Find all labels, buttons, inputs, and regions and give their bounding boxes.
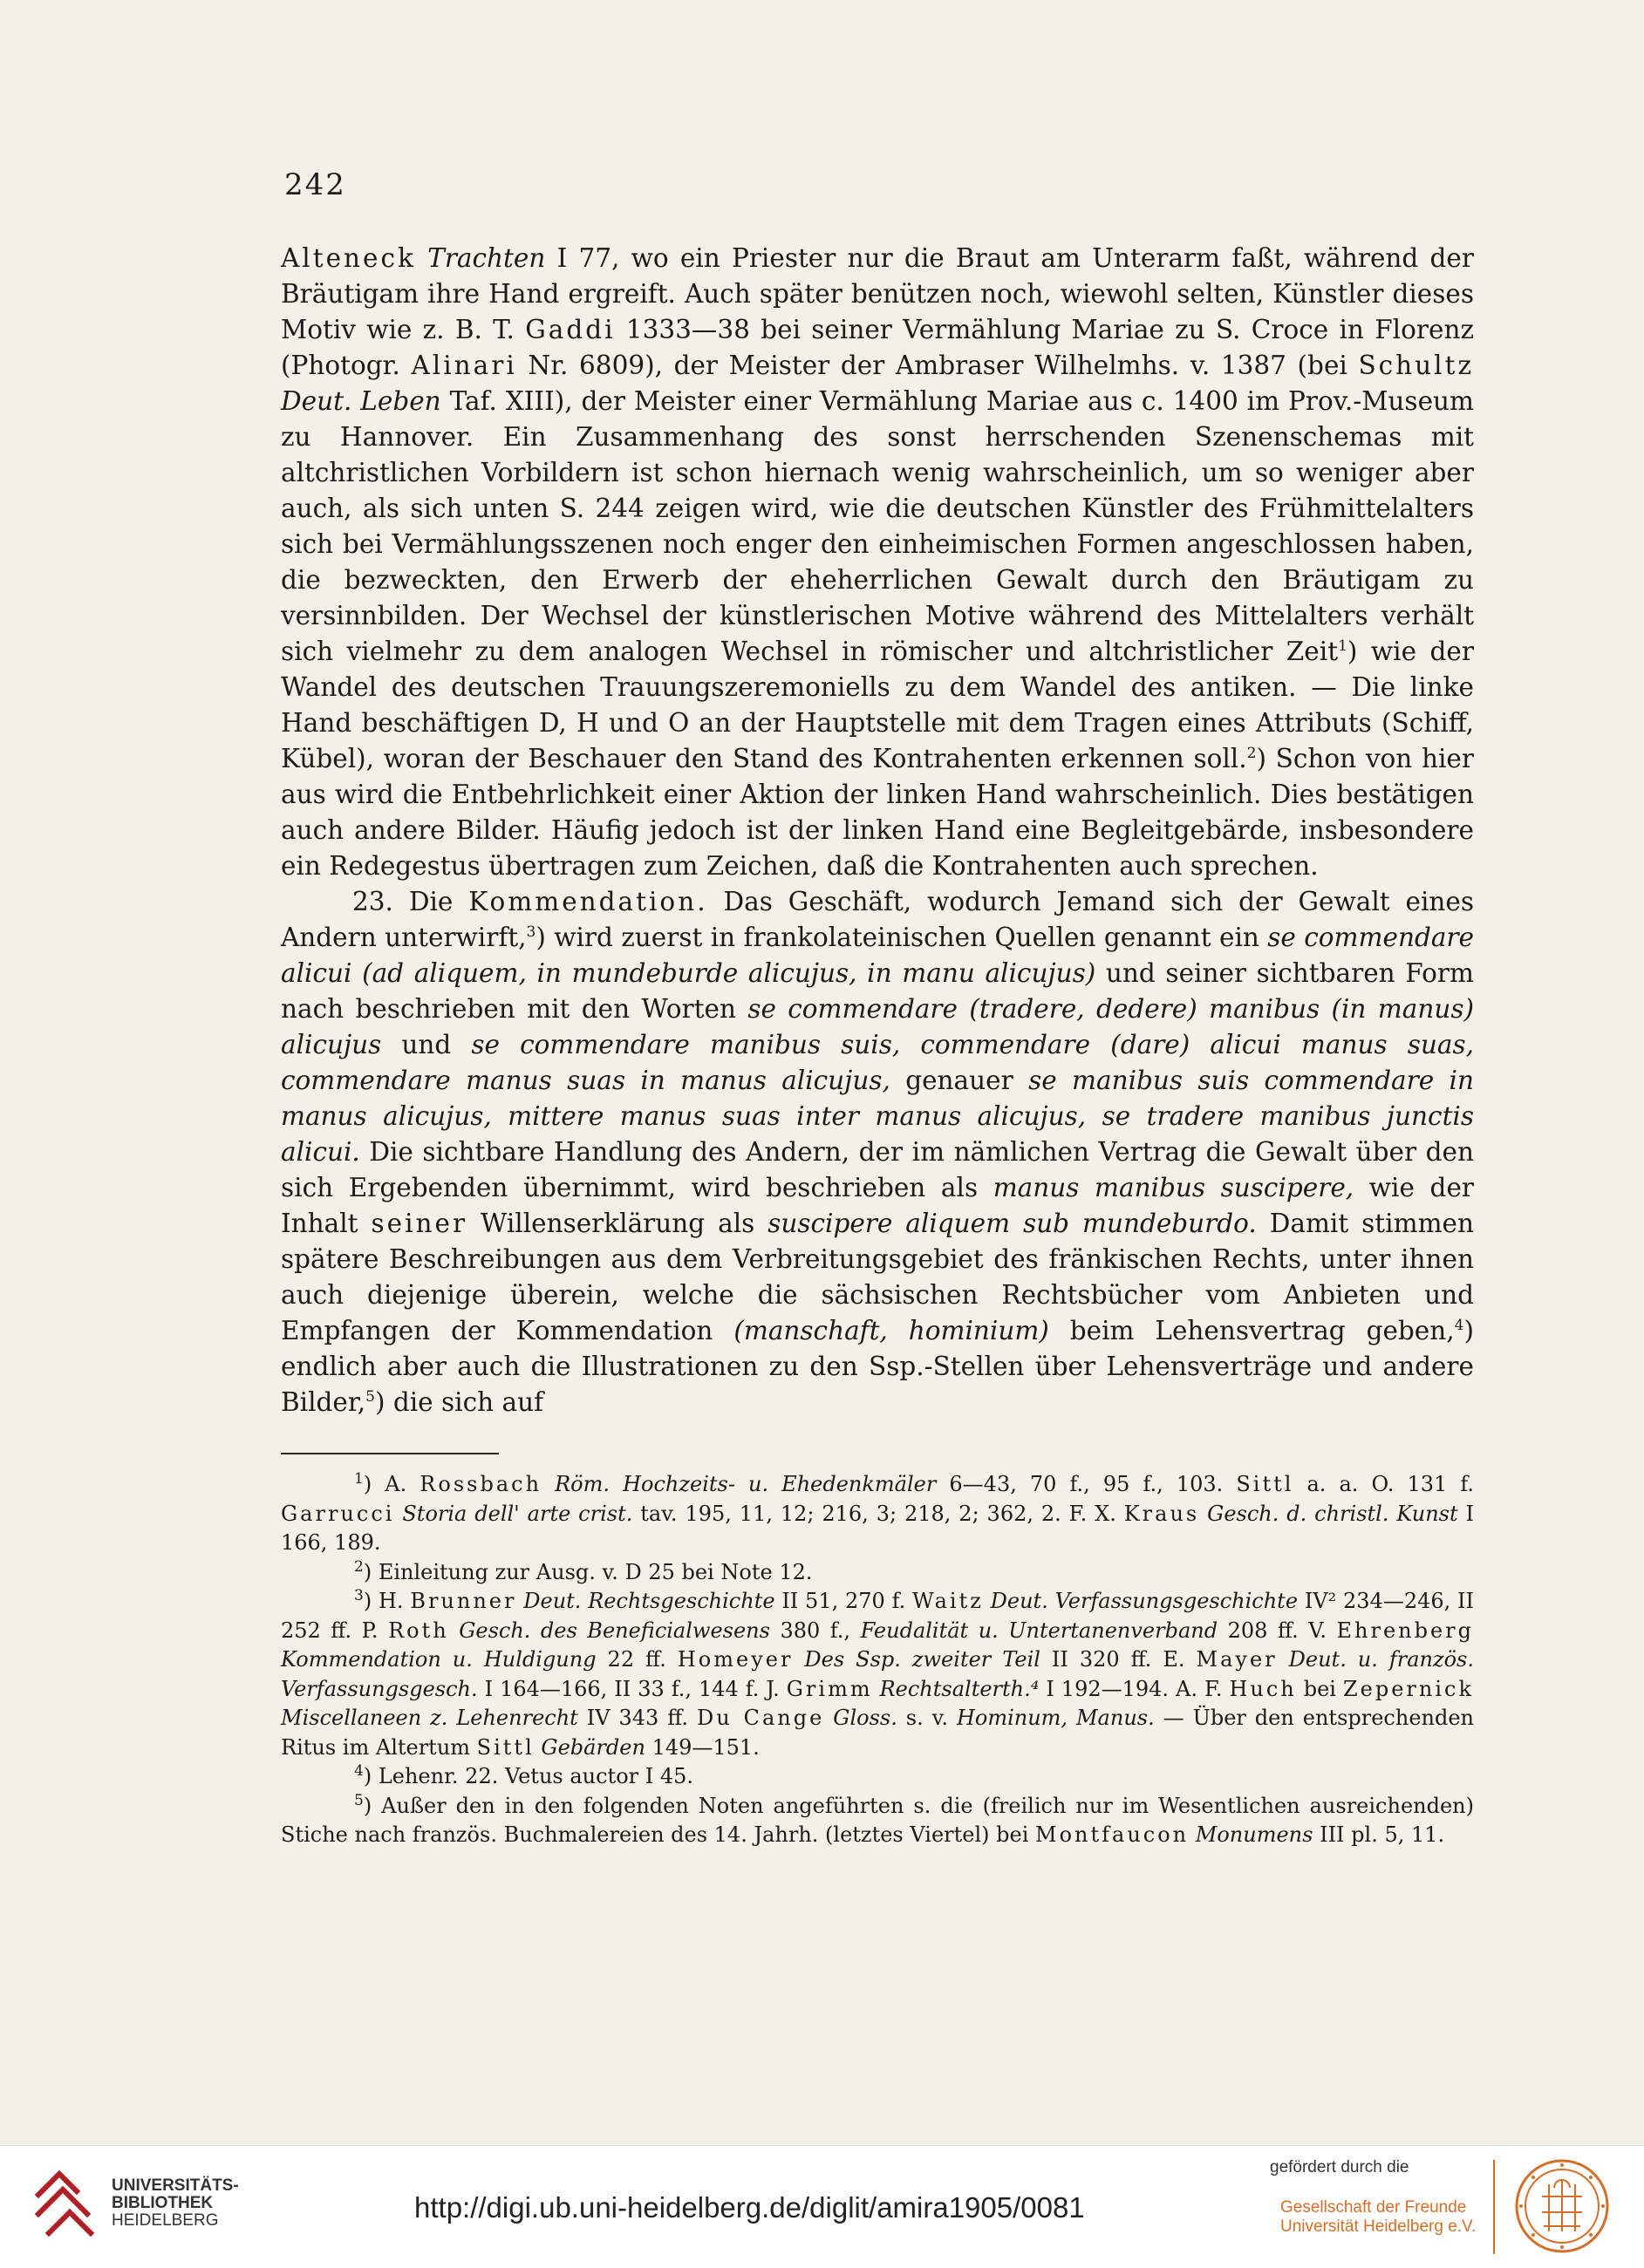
italic-run: manus manibus suscipere, — [993, 1173, 1354, 1202]
italic-run: Gesch. d. christl. Kunst — [1207, 1501, 1458, 1526]
spaced-name: seiner — [371, 1209, 468, 1238]
footnote-ref: 3 — [354, 1587, 364, 1604]
text-run — [984, 1589, 991, 1613]
text-run: ) Lehenr. 22. Vetus auctor I 45. — [363, 1764, 694, 1788]
footnote-ref: 4 — [354, 1762, 364, 1780]
italic-run: (manschaft, hominium) — [733, 1316, 1049, 1345]
footnote-ref: 5 — [365, 1388, 375, 1406]
italic-run: Gebärden — [541, 1734, 645, 1760]
italic-run: Trachten — [427, 243, 546, 273]
text-run — [416, 243, 427, 273]
text-run: 208 ff. V. — [1218, 1618, 1337, 1643]
italic-run: se manibus suis commendare in manus alicujus, mittere manus suas inter manus alicujus, se tradere manibus junctis alicui. — [281, 1066, 1474, 1167]
text-run: ) endlich aber auch die Illustrationen zu den Ssp.-Stellen über Lehensverträge und andere Bilder, — [281, 1316, 1474, 1417]
spaced-name: Zepernick — [1342, 1676, 1474, 1701]
footnotes — [281, 1470, 1474, 1850]
main-text — [281, 241, 1474, 1420]
text-run: tav. 195, 11, 12; 216, 3; 218, 2; 362, 2. F. X. — [632, 1501, 1124, 1526]
text-run: II 320 ff. E. — [1040, 1647, 1197, 1672]
text-run — [449, 1618, 460, 1643]
library-name-line1: UNIVERSITÄTS- — [112, 2176, 239, 2195]
italic-run: Deut. Verfassungsgeschichte — [990, 1589, 1299, 1613]
italic-run: Kommendation u. Huldigung — [281, 1647, 597, 1672]
sponsor-line2: Universität Heidelberg e.V. — [1280, 2217, 1477, 2236]
spaced-name: Alteneck — [281, 243, 416, 273]
footnote-4 — [281, 1762, 1474, 1792]
italic-run: Deut. Leben — [281, 386, 441, 416]
footnote-separator — [281, 1453, 499, 1454]
spaced-name: Schultz — [1358, 351, 1474, 380]
permalink-url[interactable]: http://digi.ub.uni-heidelberg.de/diglit/amira1905/0081 — [414, 2191, 1085, 2224]
italic-run: Deut. u. französ. Verfassungsgesch. — [281, 1647, 1475, 1701]
text-run: 6—43, 70 f., 95 f., 103. — [936, 1472, 1237, 1496]
footnote-ref: 1 — [354, 1470, 364, 1488]
text-run: I 164—166, II 33 f., 144 f. J. — [477, 1676, 787, 1701]
footnote-3 — [281, 1587, 1474, 1762]
text-run: 23. Die — [352, 887, 469, 916]
text-run: 380 f., — [769, 1618, 861, 1643]
spaced-name: Montfaucon — [1035, 1822, 1190, 1847]
spaced-name: Kommendation. — [468, 887, 708, 916]
sponsor-divider — [1493, 2160, 1495, 2254]
text-run: I 77, wo ein Priester nur die Braut am Unterarm faßt, während der Bräutigam ihre Hand ergreift. Auch später benützen noch, wiewohl selten, Künstler dieses Motiv wie z. B. T. — [281, 243, 1474, 344]
spaced-name: Rossbach — [420, 1472, 542, 1496]
spaced-name: Homeyer — [677, 1647, 794, 1672]
text-run: IV 343 ff. — [577, 1706, 697, 1730]
spaced-name: Mayer — [1196, 1647, 1278, 1672]
sponsor-name[interactable] — [1280, 2198, 1476, 2237]
footnote-ref: 1 — [1338, 637, 1347, 656]
text-run: ) die sich auf — [374, 1387, 543, 1417]
italic-run: Rechtsalterth.⁴ — [879, 1676, 1040, 1701]
sponsor-line1: Gesellschaft der Freunde — [1280, 2198, 1467, 2217]
spaced-name: Kraus — [1123, 1501, 1200, 1526]
text-run: Damit stimmen spätere Beschreibungen aus dem Verbreitungsgebiet des fränkischen Rechts, unter ihnen auch diejenige überein, welche die sächsischen Rechtsbücher vom Anbieten und Empfangen der Kommendation — [281, 1209, 1474, 1345]
paragraph-kommendation — [281, 884, 1474, 1420]
text-run: 1333—38 bei seiner Vermählung Mariae zu S. Croce in Florenz (Photogr. — [281, 315, 1474, 380]
page-number: 242 — [284, 167, 346, 202]
text-run — [1189, 1822, 1196, 1847]
text-run — [1199, 1502, 1207, 1526]
text-run: ) Außer den in den folgenden Noten angeführten s. die (freilich nur im Wesentlichen ausreichenden) Stiche nach französ. Buchmalereien des 14. Jahrh. (letztes Viertel) bei — [281, 1793, 1474, 1847]
footnote-5 — [281, 1792, 1474, 1850]
text-run: IV² 234—246, II 252 ff. P. — [281, 1589, 1475, 1643]
digitization-footer — [0, 2145, 1644, 2268]
footnote-2 — [281, 1558, 1474, 1588]
text-run: II 51, 270 f. — [774, 1589, 913, 1613]
text-run — [1278, 1647, 1289, 1672]
text-run: Das Geschäft, wodurch Jemand sich der Gewalt eines Andern unterwirft, — [281, 887, 1474, 952]
text-run: ) wird zuerst in frankolateinischen Quellen genannt ein — [535, 923, 1268, 952]
funded-by-label: gefördert durch die — [1270, 2158, 1409, 2176]
italic-run: se commendare manibus suis, commendare (dare) alicui manus suas, commendare manus suas in manus alicujus, — [281, 1030, 1475, 1095]
paragraph-motif-history — [281, 241, 1474, 884]
spaced-name: Sittl — [1236, 1472, 1294, 1496]
italic-run: Gloss. — [833, 1706, 897, 1730]
text-run: ) A. — [363, 1472, 420, 1496]
text-run — [542, 1472, 555, 1496]
text-run: ) wie der Wandel des deutschen Trauungszeremoniells zu dem Wandel des antiken. — Die linke Hand beschäftigen D, H und O an der Hauptstelle mit dem Tragen eines Attributs (Schiff, Kübel), woran der Beschauer den Stand des Kontrahenten erkennen soll. — [281, 637, 1474, 773]
library-name[interactable] — [112, 2177, 239, 2230]
italic-run: Röm. Hochzeits- u. Ehedenkmäler — [555, 1472, 937, 1496]
footnote-1 — [281, 1470, 1474, 1558]
italic-run: Monumens — [1195, 1822, 1313, 1847]
text-run — [824, 1706, 833, 1730]
italic-run: Des Ssp. zweiter Teil — [804, 1647, 1040, 1672]
text-run: ) H. — [363, 1589, 411, 1613]
italic-run: Deut. Rechtsgeschichte — [523, 1589, 775, 1613]
library-name-line3: HEIDELBERG — [112, 2211, 219, 2230]
library-name-line2: BIBLIOTHEK — [112, 2194, 214, 2212]
italic-run: Hominum, Manus. — [956, 1706, 1155, 1730]
text-run: Nr. 6809), der Meister der Ambraser Wilhelmhs. v. 1387 (bei — [516, 351, 1359, 380]
text-run: — Über den entsprechenden Ritus im Altertum — [281, 1706, 1475, 1760]
italic-run: Feudalität u. Untertanenverband — [860, 1618, 1218, 1643]
text-run: s. v. — [897, 1706, 957, 1730]
spaced-name: Du Cange — [697, 1706, 825, 1730]
text-run: Willenserklärung als — [467, 1209, 768, 1238]
text-run: genauer — [890, 1066, 1029, 1095]
italic-run: Miscellaneen z. Lehenrecht — [281, 1706, 578, 1730]
text-run: bei — [1296, 1676, 1343, 1701]
spaced-name: Roth — [388, 1618, 449, 1643]
spaced-name: Ehrenberg — [1336, 1618, 1475, 1643]
spaced-name: Gaddi — [525, 315, 616, 344]
text-run: Taf. XIII), der Meister einer Vermählung Mariae aus c. 1400 im Prov.-Museum zu Hannover. Ein Zusammenhang des sonst herrschenden Szenenschemas mit altchristlichen Vorbildern ist schon hiernach wenig wahrscheinlich, um so weniger aber auch, als sich unten S. 244 zeigen wird, wie die deutschen Künstler des Frühmittelalters sich bei Vermählungsszenen noch enger den einheimischen Formen angeschlossen haben, die bezweckten, den Erwerb der eheherrlichen Gewalt durch den Bräutigam zu versinnbilden. Der Wechsel der künstlerischen Motive während des Mittelalters verhält sich vielmehr zu dem analogen Wechsel in römischer und altchristlicher Zeit — [281, 386, 1475, 666]
footnote-ref: 4 — [1454, 1317, 1464, 1335]
text-run: 22 ff. — [596, 1647, 678, 1672]
footnote-ref: 5 — [354, 1791, 364, 1809]
text-run: ) Einleitung zur Ausg. v. D 25 bei Note 12. — [363, 1559, 813, 1584]
text-run: III pl. 5, 11. — [1313, 1822, 1445, 1847]
text-run: und — [381, 1030, 472, 1059]
text-run: I 192—194. A. F. — [1039, 1676, 1230, 1701]
italic-run: Gesch. des Beneficialwesens — [459, 1618, 770, 1643]
text-run — [873, 1677, 880, 1701]
university-seal-icon[interactable] — [1514, 2158, 1610, 2254]
italic-run: se commendare (tradere, dedere) manibus (in manus) alicujus — [281, 994, 1474, 1059]
spaced-name: Brunner — [410, 1589, 517, 1613]
text-run: und seiner sichtbaren Form nach beschrieben mit den Worten — [281, 958, 1475, 1024]
italic-run: Storia dell' arte crist. — [402, 1501, 633, 1526]
text-run: a. a. O. 131 f. — [1293, 1472, 1474, 1496]
text-run: Die sichtbare Handlung des Andern, der im nämlichen Vertrag die Gewalt über den sich Ergebenden übernimmt, wird beschrieben als — [281, 1137, 1474, 1202]
footnote-ref: 2 — [1246, 745, 1257, 763]
text-run: wie der Inhalt — [281, 1173, 1474, 1238]
text-run — [793, 1647, 804, 1672]
footnote-ref: 3 — [526, 923, 536, 942]
spaced-name: Garrucci — [281, 1501, 395, 1526]
text-run: 149—151. — [645, 1734, 760, 1760]
spaced-name: Sittl — [476, 1734, 535, 1760]
footnote-ref: 2 — [354, 1557, 364, 1576]
text-run: I 166, 189. — [281, 1501, 1475, 1555]
spaced-name: Waitz — [912, 1589, 984, 1613]
ub-heidelberg-logo-icon[interactable] — [26, 2163, 105, 2242]
text-run: beim Lehensvertrag geben, — [1048, 1316, 1455, 1345]
italic-run: suscipere aliquem sub mundeburdo. — [767, 1209, 1257, 1238]
spaced-name: Alinari — [411, 351, 517, 380]
spaced-name: Grimm — [786, 1676, 873, 1701]
text-run: ) Schon von hier aus wird die Entbehrlichkeit einer Aktion der linken Hand wahrscheinlich. Dies bestätigen auch andere Bilder. Häufig jedoch ist der linken Hand eine Begleitgebärde, insbesondere ein Redegestus übertragen zum Zeichen, daß die Kontrahenten auch sprechen. — [281, 744, 1474, 881]
italic-run: se commendare alicui (ad aliquem, in mundeburde alicujus, in manu alicujus) — [281, 923, 1474, 988]
spaced-name: Huch — [1229, 1676, 1297, 1701]
